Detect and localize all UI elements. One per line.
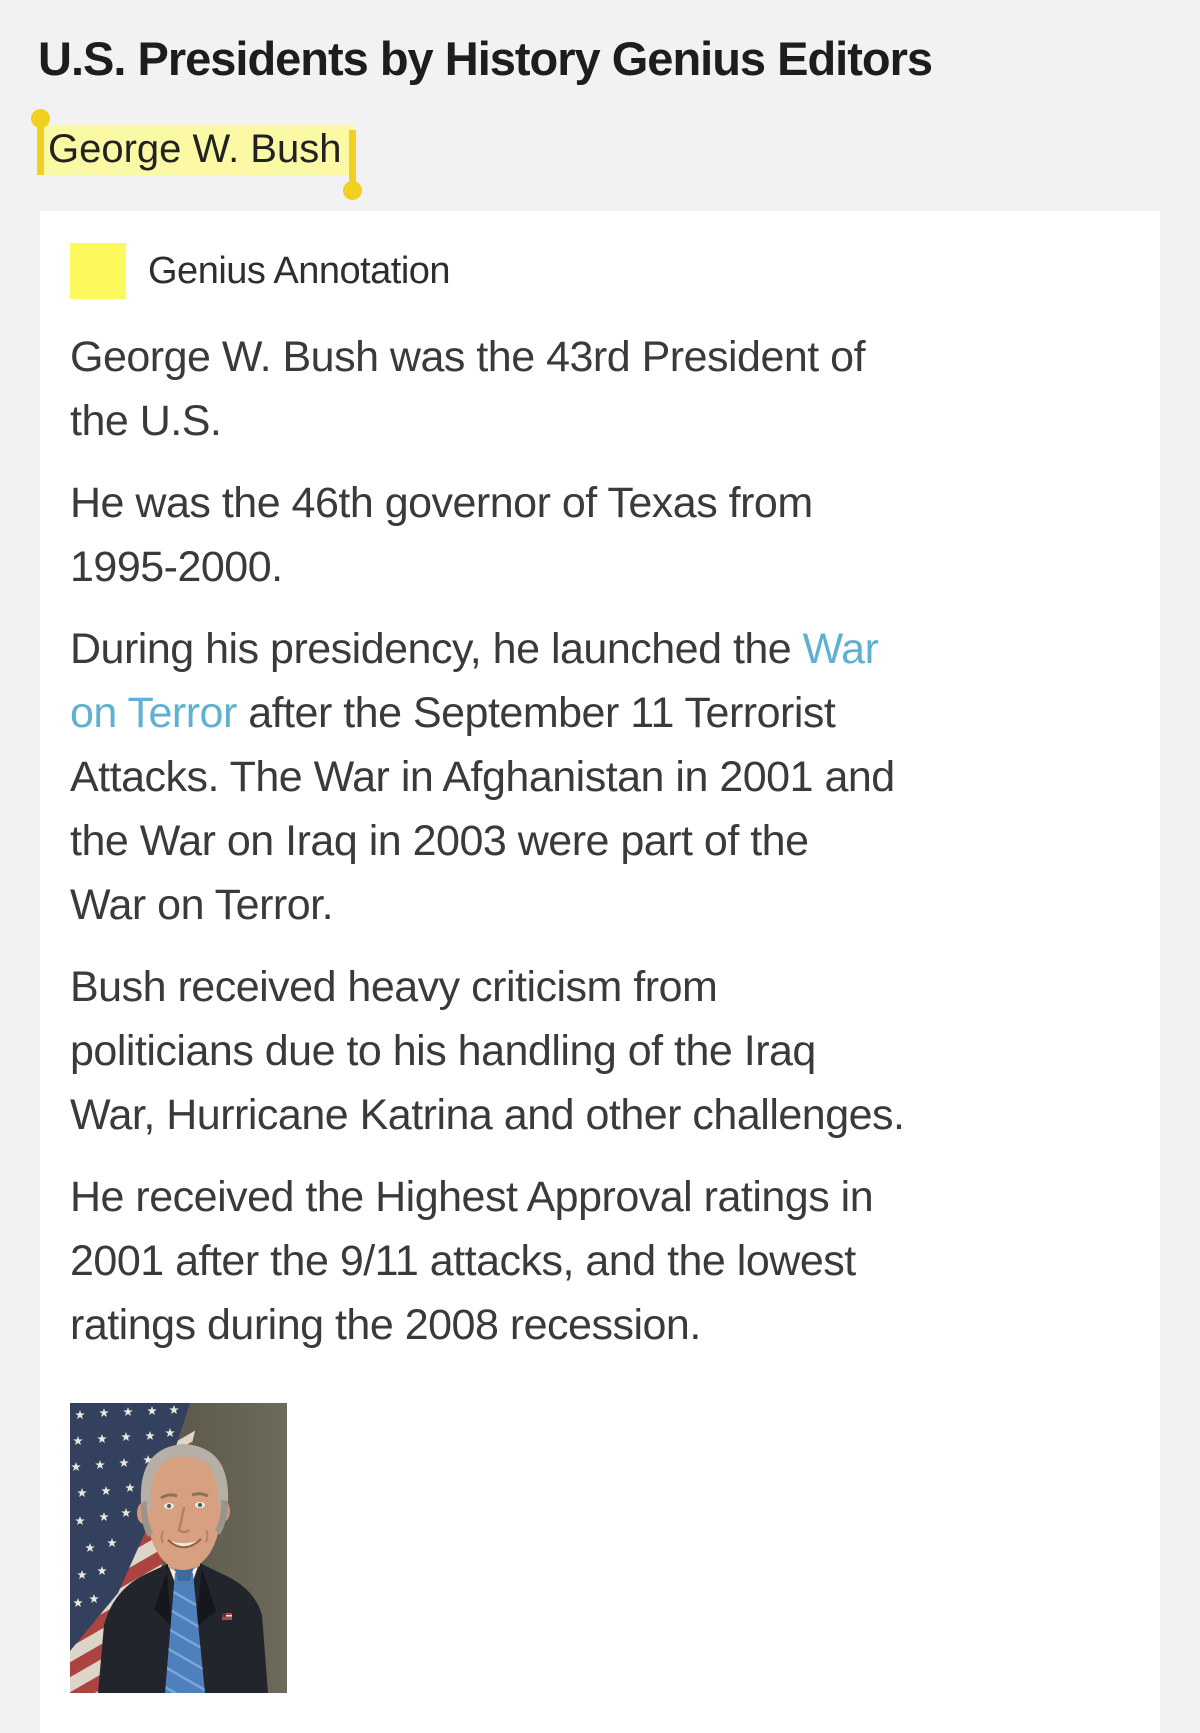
annotation-paragraph (70, 325, 1130, 453)
annotation-text: War, Hurricane Katrina and other challenges. (70, 1091, 905, 1139)
annotation-text: after the September 11 Terrorist (236, 689, 836, 737)
annotation-body (70, 325, 1130, 1357)
annotation-text: the U.S. (70, 397, 222, 445)
genius-annotation-icon (70, 243, 126, 299)
annotation-text: 1995-2000. (70, 543, 283, 591)
annotation-text: 2001 after the 9/11 attacks, and the lowest (70, 1237, 856, 1285)
annotation-text: He was the 46th governor of Texas from (70, 479, 813, 527)
annotation-text: the War on Iraq in 2003 were part of the (70, 817, 809, 865)
selection-handle-bar[interactable] (37, 118, 44, 175)
george-w-bush-portrait-image[interactable] (70, 1403, 287, 1693)
annotation-card (40, 211, 1160, 1733)
annotation-text: Bush received heavy criticism from (70, 963, 718, 1011)
lyric-text[interactable]: George W. Bush (48, 127, 342, 171)
page-title: U.S. Presidents by History Genius Editors (38, 32, 933, 85)
annotation-paragraph (70, 617, 1130, 937)
highlighted-lyric[interactable] (40, 125, 353, 175)
annotation-text: George W. Bush was the 43rd President of (70, 333, 866, 381)
annotation-text: He received the Highest Approval ratings in (70, 1173, 874, 1221)
annotation-text: During his presidency, he launched the (70, 625, 803, 673)
annotation-text: politicians due to his handling of the Iraq (70, 1027, 816, 1075)
annotation-paragraph (70, 471, 1130, 599)
annotation-text: ratings during the 2008 recession. (70, 1301, 701, 1349)
annotation-text: Attacks. The War in Afghanistan in 2001 and (70, 753, 895, 801)
annotation-paragraph (70, 1165, 1130, 1357)
annotation-card-header (70, 243, 1130, 299)
selection-handle-dot[interactable] (343, 181, 362, 200)
annotation-paragraph (70, 955, 1130, 1147)
lyric-row (40, 125, 1200, 175)
annotation-badge-label: Genius Annotation (148, 249, 451, 292)
war-on-terror-link[interactable]: War (802, 625, 879, 673)
annotation-text: War on Terror. (70, 881, 334, 929)
war-on-terror-link[interactable]: on Terror (70, 689, 237, 737)
